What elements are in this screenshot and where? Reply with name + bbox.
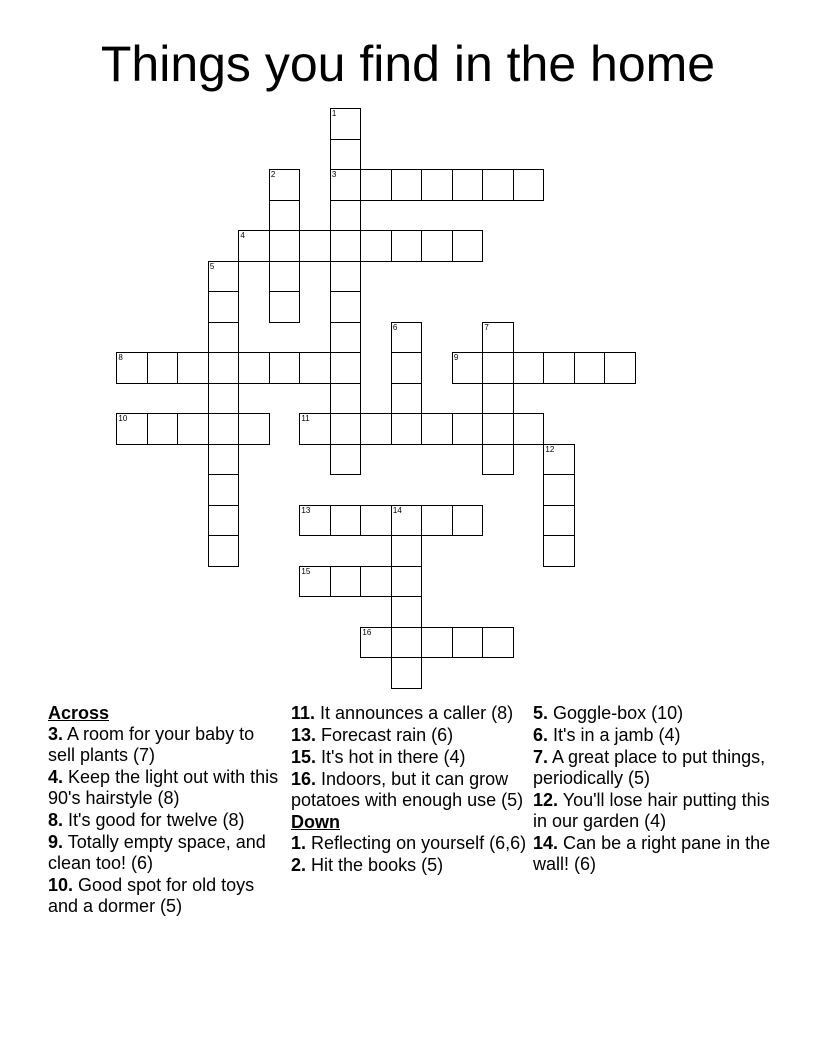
grid-cell[interactable] <box>391 383 423 415</box>
grid-cell[interactable] <box>330 352 362 384</box>
grid-cell[interactable] <box>360 566 392 598</box>
grid-cell[interactable] <box>269 230 301 262</box>
clue-text: Keep the light out with this 90's hairstyle (8) <box>48 767 279 808</box>
grid-cell[interactable] <box>330 169 362 201</box>
clue-down-1 <box>291 833 529 854</box>
clue-text: It's hot in there (4) <box>321 747 466 767</box>
grid-cell[interactable] <box>360 230 392 262</box>
clue-text: Good spot for old toys and a dormer (5) <box>48 875 255 916</box>
clue-across-4 <box>48 767 286 809</box>
grid-cell[interactable] <box>513 352 545 384</box>
clue-down-12 <box>533 790 771 832</box>
grid-cell[interactable] <box>208 505 240 537</box>
grid-cell[interactable] <box>330 261 362 293</box>
grid-cell[interactable] <box>269 291 301 323</box>
clue-column-2 <box>291 703 529 877</box>
grid-cell[interactable] <box>269 352 301 384</box>
grid-cell[interactable] <box>147 352 179 384</box>
grid-cell[interactable] <box>269 261 301 293</box>
clue-column-1 <box>48 703 286 918</box>
cell-number: 4 <box>240 231 245 241</box>
clue-number: 10. <box>48 875 74 895</box>
grid-cell[interactable] <box>421 169 453 201</box>
clue-down-2 <box>291 855 529 876</box>
grid-cell[interactable] <box>269 200 301 232</box>
grid-cell[interactable] <box>360 627 392 659</box>
grid-cell[interactable] <box>391 535 423 567</box>
grid-cell[interactable] <box>330 108 362 140</box>
clue-text: A great place to put things, periodically (5) <box>533 747 766 788</box>
grid-cell[interactable] <box>421 505 453 537</box>
grid-cell[interactable] <box>208 291 240 323</box>
cell-number: 7 <box>484 322 489 332</box>
clue-across-15 <box>291 747 529 768</box>
grid-cell[interactable] <box>360 169 392 201</box>
cell-number: 9 <box>453 353 459 363</box>
clue-across-16 <box>291 769 529 811</box>
grid-cell[interactable] <box>360 505 392 537</box>
cell-number: 11 <box>301 414 310 424</box>
grid-cell[interactable] <box>299 413 331 445</box>
clue-number: 8. <box>48 810 64 830</box>
grid-cell[interactable] <box>452 505 484 537</box>
clue-text: Reflecting on yourself (6,6) <box>311 833 527 853</box>
clue-down-5 <box>533 703 771 724</box>
grid-cell[interactable] <box>391 230 423 262</box>
clue-number: 14. <box>533 833 559 853</box>
clue-number: 7. <box>533 747 549 767</box>
grid-cell[interactable] <box>330 230 362 262</box>
grid-cell[interactable] <box>574 352 606 384</box>
clue-number: 16. <box>291 769 317 789</box>
grid-cell[interactable] <box>452 169 484 201</box>
clue-text: You'll lose hair putting this in our garden (4) <box>533 790 770 831</box>
clue-across-13 <box>291 725 529 746</box>
grid-cell[interactable] <box>208 383 240 415</box>
grid-cell[interactable] <box>330 322 362 354</box>
grid-cell[interactable] <box>330 566 362 598</box>
cell-number: 8 <box>118 353 123 363</box>
clue-number: 6. <box>533 725 549 745</box>
grid-cell[interactable] <box>330 291 362 323</box>
cell-number: 10 <box>118 414 128 424</box>
cell-number: 15 <box>301 566 311 576</box>
grid-cell[interactable] <box>147 413 179 445</box>
clue-down-6 <box>533 725 771 746</box>
clue-across-3 <box>48 724 286 766</box>
cell-number: 16 <box>362 627 372 637</box>
clue-down-14 <box>533 833 771 875</box>
grid-cell[interactable] <box>421 413 453 445</box>
grid-cell[interactable] <box>513 413 545 445</box>
clue-text: Totally empty space, and clean too! (6) <box>48 832 266 873</box>
cell-number: 3 <box>331 170 337 180</box>
grid-cell[interactable] <box>421 230 453 262</box>
grid-cell[interactable] <box>238 352 270 384</box>
grid-cell[interactable] <box>208 322 240 354</box>
grid-cell[interactable] <box>116 413 148 445</box>
clue-text: It's good for twelve (8) <box>68 810 245 830</box>
down-heading: Down <box>291 812 340 832</box>
grid-cell[interactable] <box>208 474 240 506</box>
grid-cell[interactable] <box>482 383 514 415</box>
grid-cell[interactable] <box>452 413 484 445</box>
clue-text: Indoors, but it can grow potatoes with enough use (5) <box>291 769 524 810</box>
grid-cell[interactable] <box>543 444 575 476</box>
grid-cell[interactable] <box>238 230 270 262</box>
clue-number: 2. <box>291 855 307 875</box>
clue-text: It's in a jamb (4) <box>553 725 681 745</box>
clue-text: It announces a caller (8) <box>320 703 514 723</box>
clue-across-11 <box>291 703 529 724</box>
grid-cell[interactable] <box>238 413 270 445</box>
grid-cell[interactable] <box>208 444 240 476</box>
grid-cell[interactable] <box>543 535 575 567</box>
grid-cell[interactable] <box>513 169 545 201</box>
grid-cell[interactable] <box>330 444 362 476</box>
grid-cell[interactable] <box>391 413 423 445</box>
grid-cell[interactable] <box>391 657 423 689</box>
grid-cell[interactable] <box>604 352 636 384</box>
cell-number: 6 <box>392 322 398 332</box>
grid-cell[interactable] <box>208 352 240 384</box>
cell-number: 12 <box>545 444 555 454</box>
grid-cell[interactable] <box>482 413 514 445</box>
cell-number: 13 <box>301 505 311 515</box>
clue-text: Hit the books (5) <box>311 855 444 875</box>
grid-cell[interactable] <box>391 322 423 354</box>
grid-cell[interactable] <box>299 352 331 384</box>
clue-number: 1. <box>291 833 307 853</box>
grid-cell[interactable] <box>543 505 575 537</box>
grid-cell[interactable] <box>482 627 514 659</box>
grid-cell[interactable] <box>330 413 362 445</box>
clue-number: 13. <box>291 725 317 745</box>
grid-cell[interactable] <box>391 169 423 201</box>
grid-cell[interactable] <box>543 352 575 384</box>
clue-number: 15. <box>291 747 317 767</box>
grid-cell[interactable] <box>452 352 484 384</box>
clue-text: Goggle-box (10) <box>553 703 684 723</box>
grid-cell[interactable] <box>299 230 331 262</box>
clue-text: Can be a right pane in the wall! (6) <box>533 833 771 874</box>
grid-cell[interactable] <box>482 444 514 476</box>
grid-cell[interactable] <box>360 413 392 445</box>
grid-cell[interactable] <box>208 413 240 445</box>
grid-cell[interactable] <box>177 413 209 445</box>
clue-across-9 <box>48 832 286 874</box>
grid-cell[interactable] <box>391 596 423 628</box>
grid-cell[interactable] <box>482 322 514 354</box>
grid-cell[interactable] <box>330 139 362 171</box>
cell-number: 5 <box>209 261 215 271</box>
grid-cell[interactable] <box>391 505 423 537</box>
grid-cell[interactable] <box>543 474 575 506</box>
cell-number: 14 <box>392 505 402 515</box>
page-title: Things you find in the home <box>100 36 716 92</box>
grid-cell[interactable] <box>452 230 484 262</box>
clue-number: 12. <box>533 790 559 810</box>
grid-cell[interactable] <box>330 505 362 537</box>
clue-down-7 <box>533 747 771 789</box>
clue-text: A room for your baby to sell plants (7) <box>48 724 255 765</box>
grid-cell[interactable] <box>269 169 301 201</box>
grid-cell[interactable] <box>452 627 484 659</box>
grid-cell[interactable] <box>482 169 514 201</box>
grid-cell[interactable] <box>482 352 514 384</box>
cell-number: 2 <box>270 170 276 180</box>
clue-column-3 <box>533 703 771 876</box>
across-heading: Across <box>48 703 110 723</box>
grid-cell[interactable] <box>330 200 362 232</box>
grid-cell[interactable] <box>299 505 331 537</box>
grid-cell[interactable] <box>208 261 240 293</box>
clue-across-10 <box>48 875 286 917</box>
grid-cell[interactable] <box>208 535 240 567</box>
grid-cell[interactable] <box>299 566 331 598</box>
grid-cell[interactable] <box>177 352 209 384</box>
grid-cell[interactable] <box>421 627 453 659</box>
grid-cell[interactable] <box>330 383 362 415</box>
clue-number: 9. <box>48 832 64 852</box>
clue-text: Forecast rain (6) <box>321 725 454 745</box>
clue-number: 11. <box>291 703 316 723</box>
clue-number: 3. <box>48 724 64 744</box>
clue-number: 4. <box>48 767 64 787</box>
grid-cell[interactable] <box>116 352 148 384</box>
clue-across-8 <box>48 810 286 831</box>
grid-cell[interactable] <box>391 566 423 598</box>
clue-number: 5. <box>533 703 549 723</box>
grid-cell[interactable] <box>391 352 423 384</box>
cell-number: 1 <box>331 109 337 119</box>
grid-cell[interactable] <box>391 627 423 659</box>
